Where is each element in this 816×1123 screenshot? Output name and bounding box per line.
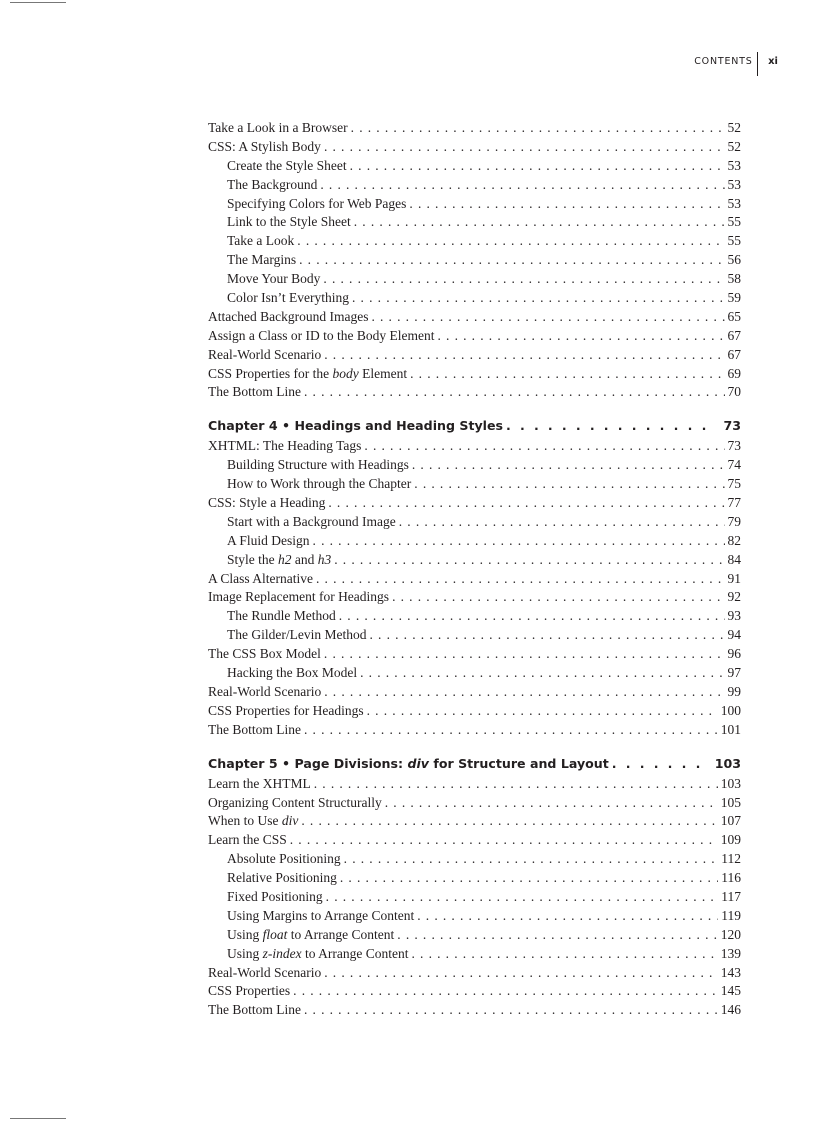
toc-entry[interactable] [208,907,741,926]
dot-leader [339,607,725,626]
dot-leader [326,888,719,907]
toc-page-number: 97 [727,665,741,681]
toc-entry[interactable] [208,945,741,964]
dot-leader [340,869,718,888]
toc-entry-title: Assign a Class or ID to the Body Element [208,327,435,343]
toc-entry-title: Hacking the Box Model [227,665,358,681]
toc-entry[interactable] [208,138,741,157]
title-italic: div [281,813,299,829]
dot-leader [324,683,724,702]
title-text: Element [358,365,408,381]
toc-page-number: 117 [721,888,741,904]
toc-entry[interactable] [208,926,741,945]
title-text: for Structure and Layout [428,755,609,771]
dot-leader [352,289,725,308]
toc-entry[interactable] [208,365,741,384]
toc-entry-title [227,945,408,964]
toc-entry-title: The Margins [227,252,297,268]
toc-page-number: 96 [727,646,741,662]
toc-entry-title: Attached Background Images [208,308,369,324]
toc-page-number: 99 [727,683,741,699]
toc-page-number: 93 [727,608,741,624]
toc-entry-title: CSS: Style a Heading [208,495,326,511]
dot-leader [409,195,724,214]
title-italic: h2 [278,551,292,567]
title-text: to Arrange Content [301,945,409,961]
toc-entry[interactable] [208,812,741,831]
title-text: Using [227,945,263,961]
dot-leader [360,664,724,683]
toc-entry[interactable] [208,494,741,513]
title-italic: h3 [317,551,332,567]
title-text: to Arrange Content [287,926,395,942]
toc-entry-title: Start with a Background Image [227,513,396,529]
toc-page-number: 53 [727,176,741,192]
title-text: Using [227,926,263,942]
toc-page-number: 67 [727,346,741,362]
dot-leader [392,588,724,607]
toc-entry[interactable] [208,289,741,308]
dot-leader [385,794,718,813]
dot-leader [437,327,724,346]
toc-entry-title: Real-World Scenario [208,964,322,980]
dot-leader [324,346,724,365]
toc-page-number: 92 [727,589,741,605]
toc-entry[interactable] [208,588,741,607]
page-number: xi [768,56,778,67]
toc-page-number: 109 [720,832,741,848]
dot-leader [324,964,718,983]
toc-entry[interactable] [208,721,741,740]
toc-entry[interactable] [208,888,741,907]
dot-leader [354,213,725,232]
dot-leader [399,513,725,532]
dot-leader [316,570,725,589]
toc-entry-title [208,365,407,384]
toc-entry[interactable] [208,437,741,456]
toc-entry[interactable] [208,570,741,589]
toc-entry-title: The Bottom Line [208,721,301,737]
title-text: Style the [227,551,278,567]
toc-entry-title: Take a Look [227,233,295,249]
toc-page-number: 100 [720,702,741,718]
toc-entry[interactable] [208,456,741,475]
title-text: and [291,551,318,567]
dot-leader [297,232,724,251]
toc-entry-title: The Background [227,176,318,192]
crop-mark-top [10,2,66,3]
toc-entry[interactable] [208,513,741,532]
toc-entry-title: Using Margins to Arrange Content [227,907,415,923]
dot-leader [290,831,718,850]
dot-leader [314,775,718,794]
toc-page-number: 94 [727,627,741,643]
toc-entry[interactable] [208,157,741,176]
toc-page-number: 105 [720,794,741,810]
toc-entry[interactable] [208,327,741,346]
toc-entry[interactable] [208,383,741,402]
toc-entry-title: Specifying Colors for Web Pages [227,195,407,211]
toc-entry-title: Image Replacement for Headings [208,589,390,605]
toc-entry-title: The Rundle Method [227,608,336,624]
toc-entry[interactable] [208,551,741,570]
toc-entry-title: Organizing Content Structurally [208,794,382,810]
toc-entry[interactable] [208,702,741,721]
dot-leader [301,812,717,831]
toc-entry[interactable] [208,346,741,365]
toc-page-number: 143 [720,964,741,980]
toc-entry-title: A Class Alternative [208,570,313,586]
dot-leader [323,270,724,289]
toc-page-number: 107 [720,813,741,829]
dot-leader [324,138,725,157]
toc-page-number: 120 [720,926,741,942]
toc-entry[interactable] [208,475,741,494]
toc-page-number: 119 [721,907,741,923]
toc-page-number: 82 [727,532,741,548]
dot-leader [304,1001,718,1020]
toc-page-number: 59 [727,290,741,306]
title-italic: float [262,926,288,942]
toc-entry-title: XHTML: The Heading Tags [208,438,362,454]
toc-entry-title: A Fluid Design [227,532,310,548]
toc-entry[interactable] [208,532,741,551]
dot-leader [320,176,724,195]
toc-entry-title: Move Your Body [227,271,321,287]
toc-page-number: 75 [727,476,741,492]
toc-entry-title: The Gilder/Levin Method [227,627,367,643]
toc-page-number: 116 [721,870,741,886]
dot-leader [417,907,718,926]
toc-entry-title: Take a Look in a Browser [208,120,348,135]
toc-entry[interactable] [208,195,741,214]
toc-entry-title [208,812,298,831]
toc-entry[interactable] [208,1001,741,1020]
dot-leader [304,721,718,740]
dot-leader [328,494,724,513]
dot-leader [506,415,714,436]
toc-entry[interactable] [208,869,741,888]
toc-page-number: 139 [720,945,741,961]
toc-page-number: 91 [727,570,741,586]
toc-page-number: 52 [727,138,741,154]
toc-entry[interactable] [208,645,741,664]
toc-entry-title: Learn the XHTML [208,775,311,791]
toc-entry[interactable] [208,270,741,289]
toc-entry[interactable] [208,308,741,327]
crop-mark-bottom [10,1118,66,1119]
toc-entry-title: Chapter 4 • Headings and Heading Styles [208,418,504,434]
toc-page-number: 52 [727,120,741,135]
toc-entry-title: CSS Properties [208,983,291,999]
dot-leader [304,383,725,402]
toc-entry-title: Real-World Scenario [208,346,322,362]
toc-page-number: 73 [723,418,741,434]
dot-leader [412,456,725,475]
dot-leader [350,157,725,176]
toc-entry[interactable] [208,683,741,702]
toc-entry-title: The CSS Box Model [208,646,321,662]
running-head-rule [757,52,759,76]
toc-entry-title: The Bottom Line [208,1002,301,1018]
table-of-contents [208,119,741,1020]
toc-entry-title: Absolute Positioning [227,851,341,867]
toc-entry-title: Color Isn’t Everything [227,290,349,306]
toc-entry-title [227,926,394,945]
toc-page-number: 79 [727,513,741,529]
dot-leader [369,626,724,645]
toc-entry-title: Real-World Scenario [208,683,322,699]
title-text: When to Use [208,813,282,829]
dot-leader [293,982,718,1001]
toc-entry-title: CSS Properties for Headings [208,702,364,718]
running-head [694,52,778,76]
toc-page-number: 73 [727,438,741,454]
toc-entry-title: Link to the Style Sheet [227,214,351,230]
dot-leader [351,119,725,138]
toc-entry[interactable] [208,964,741,983]
toc-page-number: 112 [721,851,741,867]
title-italic: z-index [262,945,302,961]
toc-page-number: 77 [727,495,741,511]
toc-page-number: 56 [727,252,741,268]
toc-entry[interactable] [208,794,741,813]
toc-entry-title: Fixed Positioning [227,888,323,904]
toc-entry-title: The Bottom Line [208,384,301,400]
chapter-heading[interactable] [208,415,741,436]
toc-page-number: 55 [727,233,741,249]
toc-entry[interactable] [208,232,741,251]
toc-entry[interactable] [208,850,741,869]
dot-leader [371,308,724,327]
toc-entry-title: CSS: A Stylish Body [208,138,321,154]
toc-entry-title: Learn the CSS [208,832,287,848]
toc-entry[interactable] [208,251,741,270]
toc-page-number: 103 [720,775,741,791]
dot-leader [411,945,717,964]
toc-entry[interactable] [208,831,741,850]
title-italic: div [407,755,429,771]
dot-leader [364,437,724,456]
toc-page-number: 58 [727,271,741,287]
title-italic: body [332,365,359,381]
toc-page-number: 53 [727,195,741,211]
toc-entry[interactable] [208,664,741,683]
title-text: Chapter 5 • Page Divisions: [208,755,408,771]
toc-page-number: 84 [727,551,741,567]
toc-entry-title: Building Structure with Headings [227,457,409,473]
dot-leader [397,926,717,945]
toc-page-number: 69 [727,365,741,381]
toc-entry-title: How to Work through the Chapter [227,476,412,492]
dot-leader [410,365,724,384]
toc-entry[interactable] [208,626,741,645]
dot-leader [414,475,724,494]
toc-entry-title [227,551,331,570]
toc-page-number: 101 [720,721,741,737]
toc-page-number: 53 [727,157,741,173]
toc-page-number: 67 [727,327,741,343]
toc-entry-title: Relative Positioning [227,870,337,886]
toc-entry[interactable] [208,213,741,232]
toc-page-number: 74 [727,457,741,473]
dot-leader [334,551,724,570]
title-text: CSS Properties for the [208,365,333,381]
toc-page-number: 145 [720,983,741,999]
dot-leader [612,753,706,774]
toc-entry[interactable] [208,607,741,626]
dot-leader [299,251,724,270]
toc-page-number: 65 [727,308,741,324]
dot-leader [367,702,718,721]
toc-page-number: 146 [720,1002,741,1018]
toc-entry[interactable] [208,119,741,138]
toc-entry[interactable] [208,775,741,794]
toc-entry-title [208,753,609,774]
running-head-title: CONTENTS [694,56,753,67]
toc-entry-title: Create the Style Sheet [227,157,347,173]
chapter-heading[interactable] [208,753,741,774]
dot-leader [324,645,725,664]
toc-entry[interactable] [208,982,741,1001]
dot-leader [344,850,719,869]
toc-page-number: 55 [727,214,741,230]
dot-leader [313,532,725,551]
toc-page-number: 103 [714,755,741,771]
toc-entry[interactable] [208,176,741,195]
toc-page-number: 70 [727,384,741,400]
